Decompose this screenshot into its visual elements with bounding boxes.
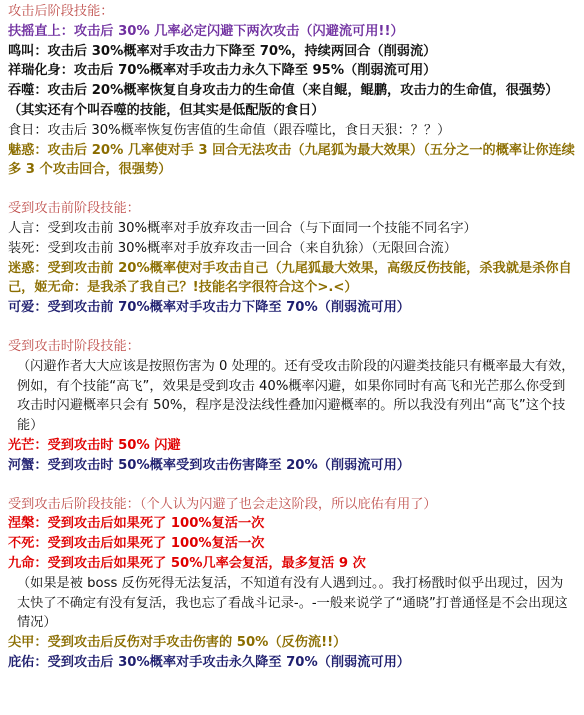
section-header-after-hit: 受到攻击后阶段技能：（个人认为闪避了也会走这阶段，所以庇佑有用了） <box>8 496 437 512</box>
skill-busi: 不死：受到攻击后如果死了 100%复活一次 <box>8 536 265 552</box>
skill-zhuangsi: 装死：受到攻击前 30%概率对手放弃攻击一回合（来自犰狳）（无限回合流） <box>8 240 457 256</box>
section-spacer <box>8 476 576 495</box>
skill-tunshi: 吞噬：攻击后 20%概率恢复自身攻击力的生命值（来自鲲，鲲鹏，攻击力的生命值，很强势）（其实还有个叫吞噬的技能，但其实是低配版的食日） <box>8 83 559 118</box>
section-header-on-hit: 受到攻击时阶段技能： <box>8 338 140 354</box>
skill-xiangrui: 祥瑞化身：攻击后 70%概率对手攻击力永久下降至 95%（削弱流可用） <box>8 63 437 79</box>
skill-keai: 可爱：受到攻击前 70%概率对手攻击力下降至 70%（削弱流可用） <box>8 300 410 316</box>
skill-jianjia: 尖甲：受到攻击后反伤对手攻击伤害的 50%（反伤流!!） <box>8 635 347 651</box>
skill-biyou: 庇佑：受到攻击后 30%概率对手攻击永久降至 70%（削弱流可用） <box>8 654 410 670</box>
revive-note: （如果是被 boss 反伤死得无法复活，不知道有没有人遇到过。。我打杨戬时似乎出现过，因为太快了不确定有没有复活，我也忘了看战斗记录-。-一般来说学了“通晓”打普通怪是不会出现这情况） <box>17 575 568 631</box>
skill-jiuming: 九命：受到攻击后如果死了 50%几率会复活，最多复活 9 次 <box>8 555 366 571</box>
skill-mihuo: 迷惑：受到攻击前 20%概率使对手攻击自己（九尾狐最大效果，高级反伤技能，杀我就是杀你自己，姬无命：是我杀了我自己？!技能名字很符合这个>.<） <box>8 260 572 296</box>
skill-shiri: 食日：攻击后 30%概率恢复伤害值的生命值（跟吞噬比，食日天狠：？？） <box>8 122 451 138</box>
skill-renyan: 人言：受到攻击前 30%概率对手放弃攻击一回合（与下面同一个技能不同名字） <box>8 220 477 236</box>
section-header-before-hit: 受到攻击前阶段技能： <box>8 201 140 217</box>
skill-meihuo: 魅惑：攻击后 20% 几率使对手 3 回合无法攻击（九尾狐为最大效果）（五分之一的概率让你连续多 3 个攻击回合，很强势） <box>8 142 575 178</box>
section-spacer <box>8 180 576 199</box>
skill-niepan: 涅槃：受到攻击后如果死了 100%复活一次 <box>8 516 265 532</box>
section-spacer <box>8 318 576 337</box>
section-header-after-attack: 攻击后阶段技能： <box>8 4 114 19</box>
dodge-note: （闪避作者大大应该是按照伤害为 0 处理的。还有受攻击阶段的闪避类技能只有概率最大有效，例如，有个技能“高飞”，效果是受到攻击 40%概率闪避，如果你同时有高飞和光芒那么你受到攻击时闪避概率只会有 50%，程序是没法线性叠加闪避概率的。所以我没有列出“高飞”这个技能） <box>17 358 575 434</box>
skill-mingjiao: 鸣叫：攻击后 30%概率对手攻击力下降至 70%，持续两回合（削弱流） <box>8 43 437 59</box>
skill-fuyao: 扶摇直上：攻击后 30% 几率必定闪避下两次攻击（闪避流可用!!） <box>8 23 404 39</box>
skill-hexie: 河蟹：受到攻击时 50%概率受到攻击伤害降至 20%（削弱流可用） <box>8 457 410 473</box>
skill-guangmang: 光芒：受到攻击时 50% 闪避 <box>8 437 181 453</box>
